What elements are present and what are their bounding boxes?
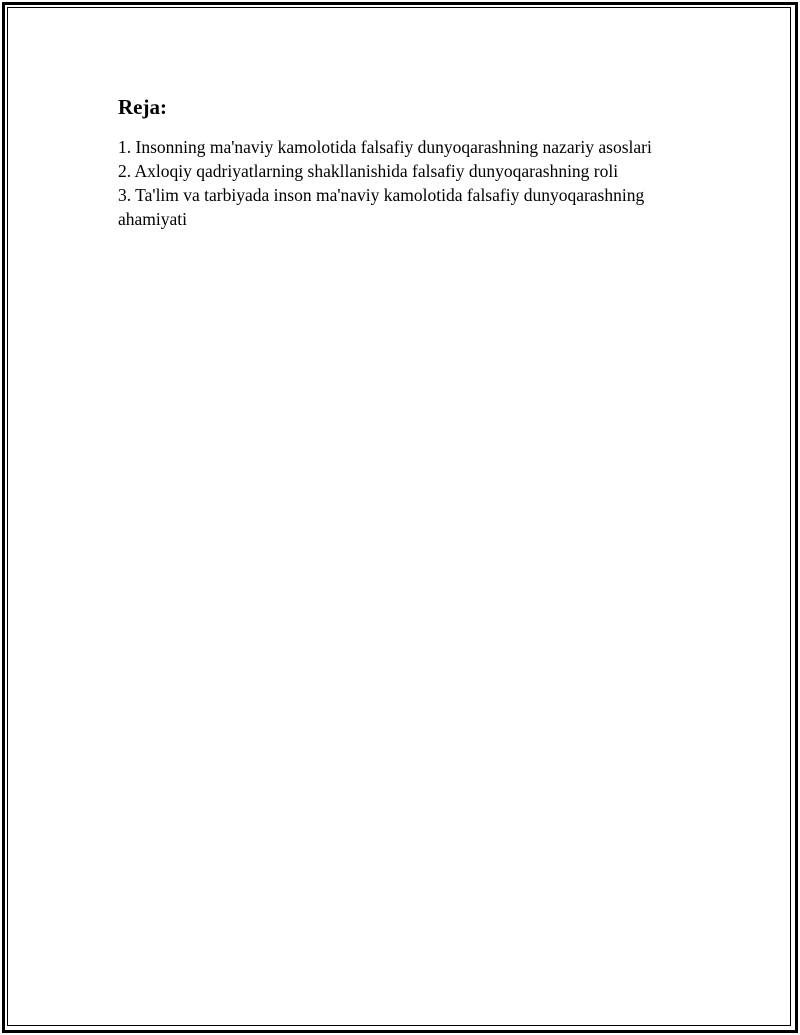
plan-item-2: 2. Axloqiy qadriyatlarning shakllanishida falsafiy dunyoqarashning roli (118, 161, 619, 181)
plan-list (118, 135, 698, 231)
plan-heading: Reja: (118, 95, 167, 119)
plan-item-3: 3. Ta'lim va tarbiyada inson ma'naviy kamolotida falsafiy dunyoqarashning ahamiyati (118, 185, 645, 229)
plan-item-1: 1. Insonning ma'naviy kamolotida falsafiy dunyoqarashning nazariy asoslari (118, 137, 652, 157)
document-body (118, 94, 698, 231)
